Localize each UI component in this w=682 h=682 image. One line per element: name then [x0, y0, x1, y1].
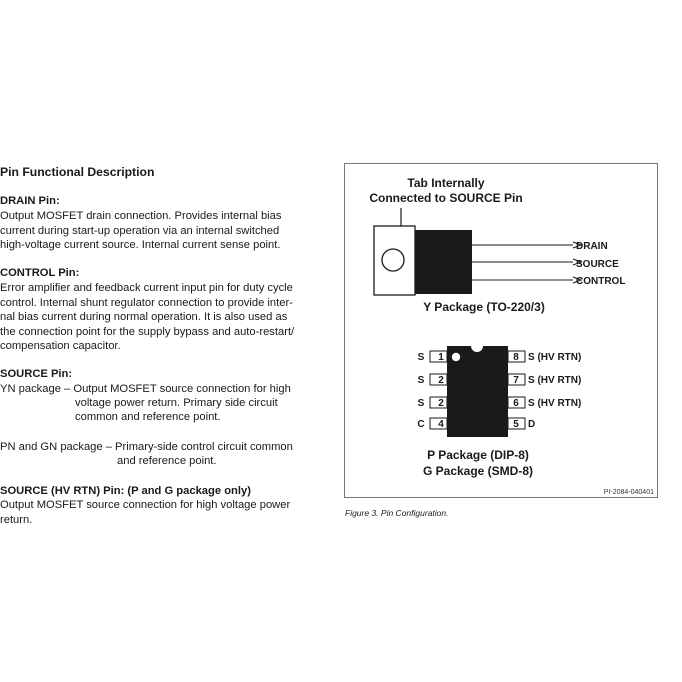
section-title: Pin Functional Description: [0, 165, 155, 179]
source-yn-line: YN package – Output MOSFET source connection for high: [0, 383, 291, 395]
source-hv-text-line: return.: [0, 514, 33, 526]
pin1-marker-dot: [452, 353, 460, 361]
pin-number: 4: [438, 419, 444, 430]
pin-number: 2: [438, 398, 444, 409]
pin-diagram: [345, 164, 659, 499]
source-hv-heading: SOURCE (HV RTN) Pin: (P and G package only): [0, 485, 251, 497]
pin-label-source: SOURCE: [576, 259, 619, 270]
pin-label-right: S (HV RTN): [528, 352, 582, 363]
to220-mounting-hole: [382, 249, 404, 271]
pin-configuration-figure: [344, 163, 658, 498]
pin-number: 6: [513, 398, 519, 409]
control-heading: CONTROL Pin:: [0, 267, 80, 279]
drain-text-line: Output MOSFET drain connection. Provides internal bias: [0, 210, 282, 222]
pin-label-right: S (HV RTN): [528, 375, 582, 386]
pin-description-column: [0, 160, 340, 532]
pin-number: 1: [438, 352, 444, 363]
drain-heading: DRAIN Pin:: [0, 195, 60, 207]
control-text-line: nal bias current during normal operation. It is also used as: [0, 311, 288, 323]
pin-label-right: D: [528, 419, 536, 430]
tab-note-line-2: Connected to SOURCE Pin: [369, 191, 523, 205]
pin-number: 8: [513, 352, 519, 363]
drain-text-line: current during start-up operation via an internal switched: [0, 225, 280, 237]
to220-body: [415, 230, 472, 294]
pin-label-left: S: [417, 352, 425, 363]
control-text-line: Error amplifier and feedback current input pin for duty cycle: [0, 282, 293, 294]
g-package-label: G Package (SMD-8): [422, 464, 534, 478]
drain-text-line: high-voltage current source. Internal current sense point.: [0, 239, 281, 251]
tab-note-line-1: Tab Internally: [407, 176, 485, 190]
y-package-label: Y Package (TO-220/3): [423, 300, 545, 314]
pin-label-left: C: [417, 419, 425, 430]
pin-number: 2: [438, 375, 444, 386]
source-heading: SOURCE Pin:: [0, 368, 73, 380]
pin-label-drain: DRAIN: [576, 241, 608, 252]
control-text-line: compensation capacitor.: [0, 340, 121, 352]
source-pn-line: PN and GN package – Primary-side control circuit common: [0, 441, 293, 453]
pin-label-left: S: [417, 398, 425, 409]
pin-label-control: CONTROL: [576, 276, 626, 287]
pin-label-right: S (HV RTN): [528, 398, 582, 409]
source-hv-text-line: Output MOSFET source connection for high voltage power: [0, 499, 291, 511]
p-package-label: P Package (DIP-8): [427, 448, 529, 462]
control-text-line: the connection point for the supply bypass and auto-restart/: [0, 326, 295, 338]
pin-number: 7: [513, 375, 519, 386]
source-yn-line: common and reference point.: [75, 411, 221, 423]
source-yn-line: voltage power return. Primary side circuit: [75, 397, 278, 409]
figure-id: PI-2084-040401: [603, 489, 654, 496]
source-pn-line: and reference point.: [117, 455, 217, 467]
pin-label-left: S: [417, 375, 425, 386]
control-text-line: control. Internal shunt regulator connection to provide inter-: [0, 297, 293, 309]
pin-number: 5: [513, 419, 519, 430]
figure-caption: Figure 3. Pin Configuration.: [345, 508, 449, 518]
